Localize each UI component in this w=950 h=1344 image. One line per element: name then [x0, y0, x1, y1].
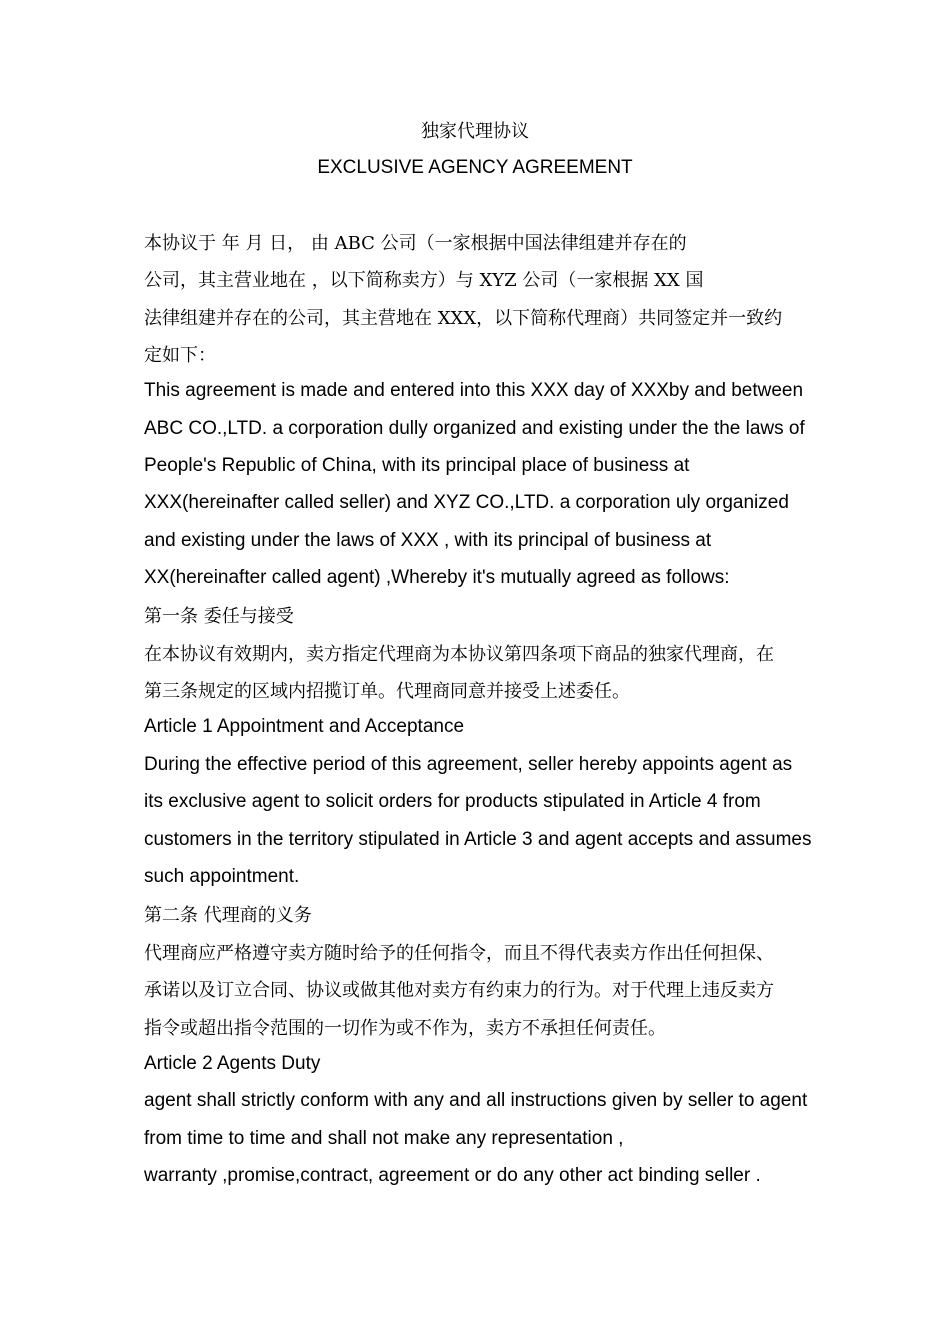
intro-en-line: People's Republic of China, with its principal place of business at	[144, 455, 690, 476]
title-chinese: 独家代理协议	[421, 121, 529, 142]
intro-zh-line: 本协议于 年 月 日， 由 ABC 公司（一家根据中国法律组建并存在的	[144, 233, 687, 254]
intro-en-line: ABC CO.,LTD. a corporation dully organized and existing under the the laws of	[144, 418, 805, 439]
article-2-body-en-line: agent shall strictly conform with any and all instructions given by seller to agent	[144, 1090, 808, 1111]
intro-zh-line: 定如下：	[144, 345, 216, 366]
article-2-heading-english: Article 2 Agents Duty	[144, 1053, 321, 1074]
intro-zh-line: 公司，其主营业地在 ，以下简称卖方）与 XYZ 公司（一家根据 XX 国	[144, 270, 704, 291]
article-1-heading-english: Article 1 Appointment and Acceptance	[144, 716, 465, 737]
article-1-body-zh-line: 在本协议有效期内，卖方指定代理商为本协议第四条项下商品的独家代理商，在	[144, 644, 774, 665]
intro-en-line: XX(hereinafter called agent) ,Whereby it's mutually agreed as follows:	[144, 567, 730, 588]
article-1-body-en-line: such appointment.	[144, 866, 300, 887]
article-1-body-zh-line: 第三条规定的区域内招揽订单。代理商同意并接受上述委任。	[144, 681, 630, 702]
article-1-heading-chinese: 第一条 委任与接受	[144, 606, 294, 627]
article-1-body-en-line: During the effective period of this agreement, seller hereby appoints agent as	[144, 754, 793, 775]
title-english: EXCLUSIVE AGENCY AGREEMENT	[317, 157, 633, 178]
intro-en-line: and existing under the laws of XXX , with its principal of business at	[144, 530, 712, 551]
article-2-body-en-line: warranty ,promise,contract, agreement or do any other act binding seller .	[144, 1165, 761, 1186]
article-2-body-zh-line: 承诺以及订立合同、协议或做其他对卖方有约束力的行为。对于代理上违反卖方	[144, 980, 774, 1001]
article-2-body-zh-line: 代理商应严格遵守卖方随时给予的任何指令，而且不得代表卖方作出任何担保、	[144, 943, 774, 964]
article-1-body-en-line: its exclusive agent to solicit orders for products stipulated in Article 4 from	[144, 791, 761, 812]
intro-en-line: XXX(hereinafter called seller) and XYZ CO.,LTD. a corporation uly organized	[144, 492, 789, 513]
article-2-body-en-line: from time to time and shall not make any representation ,	[144, 1128, 624, 1149]
intro-zh-line: 法律组建并存在的公司，其主营地在 XXX，以下简称代理商）共同签定并一致约	[144, 308, 783, 329]
article-1-body-en-line: customers in the territory stipulated in Article 3 and agent accepts and assumes	[144, 829, 812, 850]
intro-en-line: This agreement is made and entered into this XXX day of XXXby and between	[144, 380, 804, 401]
article-2-body-zh-line: 指令或超出指令范围的一切作为或不作为，卖方不承担任何责任。	[144, 1018, 666, 1039]
article-2-heading-chinese: 第二条 代理商的义务	[144, 905, 312, 926]
